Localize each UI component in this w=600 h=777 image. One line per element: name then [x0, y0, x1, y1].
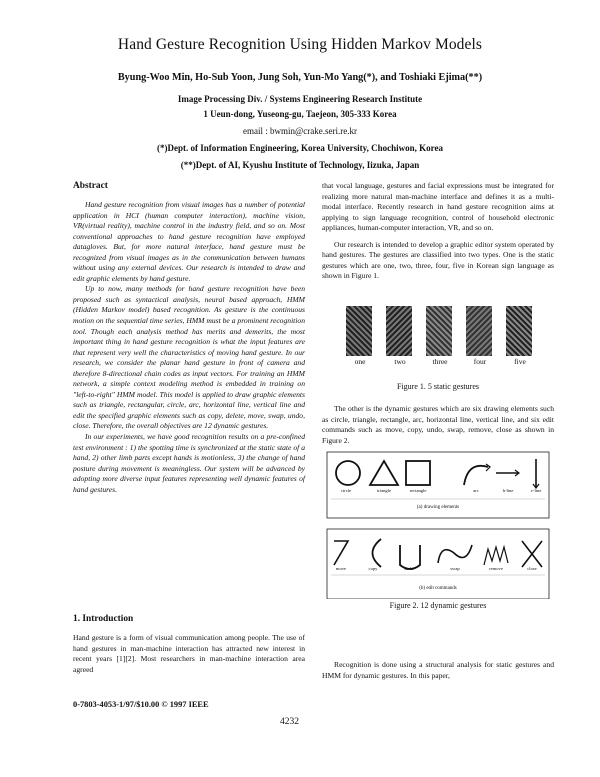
hand-image-five [506, 306, 532, 356]
abstract-body [73, 200, 305, 495]
introduction-body [73, 633, 305, 675]
fig1-label: three [432, 357, 448, 366]
right-column-middle [322, 404, 554, 446]
right-column-top [322, 181, 554, 282]
affiliation-3: (**)Dept. of AI, Kyushu Institute of Technology, Iizuka, Japan [180, 160, 420, 170]
abstract-paragraph: Hand gesture recognition from visual images has a number of potential application in HCI (human computer interaction), machine vision, VR(virtual reality), machine control in the industry field, and so on. Most conventional approaches to hand gesture recognition have employed datagloves. But, for more natural interface, hand gesture must be recognized from visual images as in the communication between humans without using any external devices. Our research is intended to draw and edit graphic elements by hand gesture. [73, 200, 305, 283]
fig2b-label: swap [450, 566, 460, 571]
figure-2-diagram [326, 449, 550, 599]
abstract-heading: Abstract [73, 181, 108, 191]
fig2a-label: rectangle [409, 488, 427, 493]
body-paragraph: Our research is intended to develop a graphic editor system operated by hand gestures. The gestures are classified into two types. One is the static gestures which are one, two, three, four, five in Korean sign language as shown in Figure 1. [322, 239, 554, 281]
fig1-label: five [514, 357, 526, 366]
copy-gesture-icon [373, 539, 382, 567]
remove-gesture-icon [484, 547, 508, 565]
body-paragraph: Recognition is done using a structural analysis for static gestures and HMM for dynamic gestures. In this paper, [322, 660, 554, 680]
body-paragraph: The other is the dynamic gestures which are six drawing elements such as circle, triangle, rectangle, arc, horizontal line, vertical line, and six edit commands such as move, copy, undo, swap, remove, close as shown in Figure 2. [322, 404, 554, 445]
hand-image-three [426, 306, 452, 356]
figure-2b-caption: (b) edit commands [419, 586, 457, 591]
circle-gesture-icon [336, 461, 360, 485]
author-list: Byung-Woo Min, Ho-Sub Yoon, Jung Soh, Yun-Mo Yang(*), and Toshiaki Ejima(**) [117, 72, 483, 83]
abstract-paragraph: In our experiments, we have good recognition results on a pre-confined test environment : 1) the spotting time is synchronized at the static state of a hand, 2) other limb parts except hands is motionless, 3) the change of hand posture during movement is meaningless. Our system will be advanced by adopting more diverse input features representing well dynamic features of hand gestures. [73, 432, 305, 494]
fig2a-label: h-line [502, 488, 514, 493]
fig2b-label: copy [368, 566, 378, 571]
body-paragraph: that vocal language, gestures and facial expressions must be integrated for realizing more natural man-machine interface and defines it as a multi-modal interface. Recently research in hand gesture recognition aims at applying to sign language recognition, control of household electronic appliances, human-computer interaction, VR, and so on. [322, 181, 554, 233]
fig2b-label: remove [489, 566, 503, 571]
right-column-bottom [322, 660, 554, 681]
hand-image-one [346, 306, 372, 356]
rectangle-gesture-icon [406, 461, 430, 485]
affiliation-1: Image Processing Div. / Systems Engineering Research Institute [177, 94, 423, 104]
fig1-label: four [473, 357, 487, 366]
figure-1-caption: Figure 1. 5 static gestures [397, 382, 479, 391]
close-gesture-icon [522, 541, 542, 567]
figure-1-images [340, 306, 536, 364]
copyright-notice: 0-7803-4053-1/97/$10.00 © 1997 IEEE [73, 700, 209, 709]
triangle-gesture-icon [370, 461, 398, 485]
move-gesture-icon [334, 541, 348, 565]
figure-2a-caption: (a) drawing elements [416, 505, 460, 510]
fig2b-label: move [335, 566, 347, 571]
fig1-label: one [354, 357, 366, 366]
fig2a-label: circle [340, 488, 352, 493]
fig2b-label: close [527, 566, 537, 571]
figure-2-caption: Figure 2. 12 dynamic gestures [389, 601, 487, 610]
affiliation-2: (*)Dept. of Information Engineering, Korea University, Chochiwon, Korea [157, 143, 443, 153]
page-number: 4232 [280, 717, 299, 727]
abstract-paragraph: Up to now, many methods for hand gesture recognition have been proposed such as syntactical analysis, neural based approach, HMM (Hidden Markov model) based recognition. As gesture is the continuous motion on the sequential time series, HMM must be a prominent recognition tool. Though each analysis method has merits and demerits, the most important thing in hand gesture recognition is what the input features are that represent very well the characteristics of moving hand gesture. In our research, we consider the planar hand gesture in front of camera and therefore 8-directional chain codes as input vectors. For training an HMM network, a simple context modeling method is embedded in training on "left-to-right" HMM model. This model is applied to draw graphic elements such as triangle, rectangular, circle, arc, horizontal line, vertical line and edit the specified graphic elements such as copy, delete, move, swap, undo, close. Therefore, the overall objectives are 12 dynamic gestures. [73, 284, 305, 431]
introduction-paragraph: Hand gesture is a form of visual communication among people. The use of hand gestures in man-machine interaction has attracted new interest in recent years [1][2]. Most researchers in man-machine interaction area agreed [73, 633, 305, 674]
fig2a-label: v-line [530, 488, 542, 493]
affiliation-email: email : bwmin@crake.seri.re.kr [243, 126, 357, 136]
fig2b-label: undo [404, 566, 414, 571]
hand-image-four [466, 306, 492, 356]
affiliation-address: 1 Ueun-dong, Yuseong-gu, Taejeon, 305-333 Korea [203, 109, 397, 119]
hand-image-two [386, 306, 412, 356]
introduction-heading: 1. Introduction [73, 614, 134, 624]
fig1-label: two [394, 357, 406, 366]
fig2a-label: triangle [376, 488, 392, 493]
swap-gesture-icon [438, 545, 472, 563]
fig2a-label: arc [473, 488, 479, 493]
paper-title: Hand Gesture Recognition Using Hidden Markov Models [117, 36, 483, 53]
arc-gesture-icon [464, 466, 488, 485]
